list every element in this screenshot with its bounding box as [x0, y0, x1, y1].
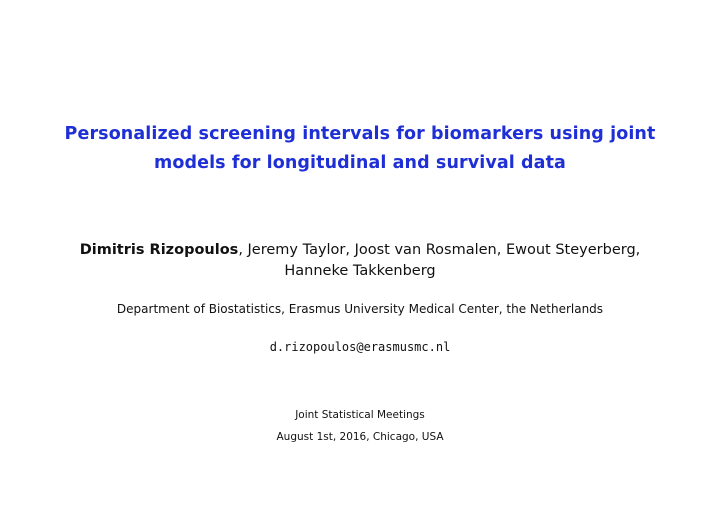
title-line-2: models for longitudinal and survival data	[154, 153, 566, 173]
contact-email: d.rizopoulos@erasmusmc.nl	[269, 340, 451, 354]
coauthors-part-1: , Jeremy Taylor, Joost van Rosmalen, Ewout Steyerberg,	[238, 242, 641, 258]
coauthors-part-2: Hanneke Takkenberg	[284, 263, 436, 279]
affiliation: Department of Biostatistics, Erasmus University Medical Center, the Netherlands	[116, 302, 604, 316]
presentation-title	[40, 120, 680, 178]
event-date-location: August 1st, 2016, Chicago, USA	[276, 431, 444, 443]
title-line-1: Personalized screening intervals for biomarkers using joint	[64, 124, 656, 144]
author-list	[40, 240, 680, 282]
author-line-1	[40, 240, 680, 261]
presenter-name: Dimitris Rizopoulos	[79, 242, 239, 258]
event-name: Joint Statistical Meetings	[295, 409, 425, 421]
